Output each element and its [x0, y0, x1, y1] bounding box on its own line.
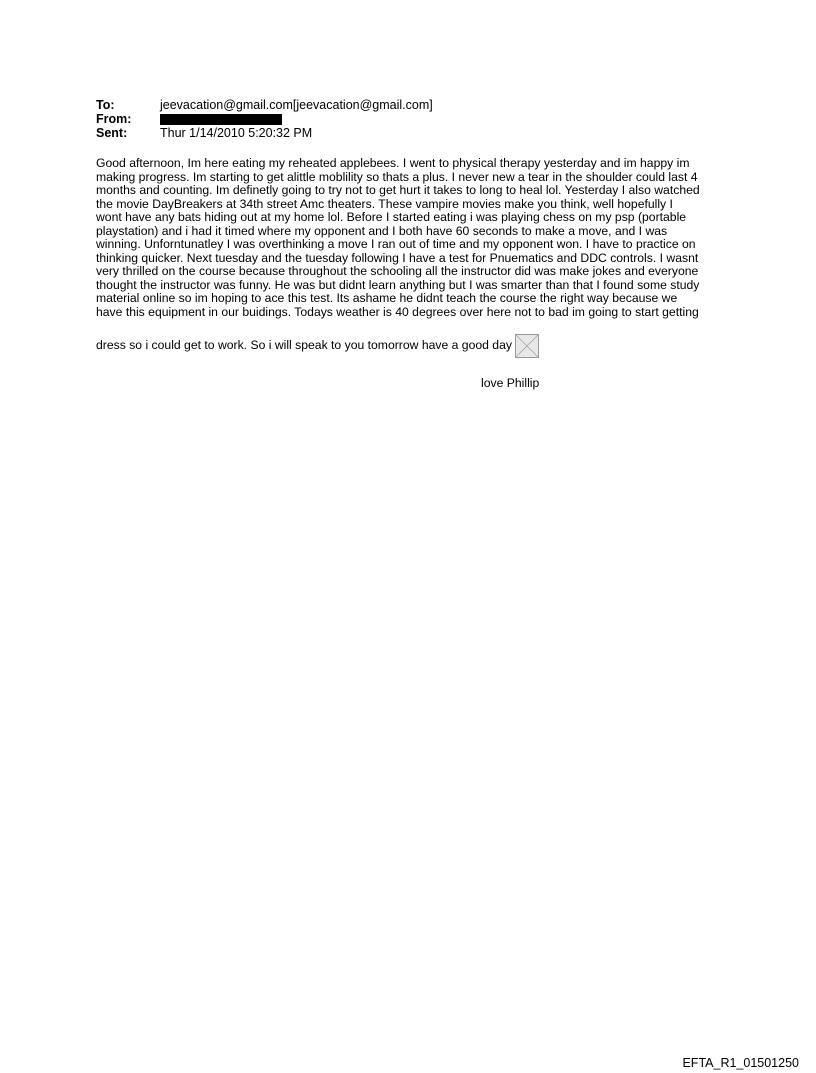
- from-row: [96, 112, 433, 126]
- sent-label: Sent:: [96, 126, 128, 140]
- body-line: have this equipment in our buidings. Todays weather is 40 degrees over here not to bad im going to start getting: [96, 304, 699, 319]
- body-line: thought the instructor was funny. He was but didnt learn anything but I was smarter than that I found some study: [96, 277, 700, 292]
- body-line: making progress. Im starting to get alittle moblility so thats a plus. I never new a tear in the shoulder could last 4: [96, 169, 698, 184]
- body-line: months and counting. Im definetly going to try not to get hurt it takes to long to heal lol. Yesterday I also watched: [96, 183, 700, 197]
- body-line: wont have any bats hiding out at my home lol. Before I started eating i was playing chess on my psp (portable: [96, 210, 687, 224]
- body-line: very thrilled on the course because throughout the schooling all the instructor did was make jokes and everyone: [96, 264, 699, 278]
- sent-value: Thur 1/14/2010 5:20:32 PM: [160, 126, 313, 140]
- sent-row: [96, 126, 433, 140]
- body-line: playstation) and i had it timed where my opponent and I both have 60 seconds to make a move, and I was: [96, 223, 668, 238]
- body-line: Good afternoon, Im here eating my reheated applebees. I went to physical therapy yesterday and im happy im: [96, 156, 690, 170]
- body-line: winning. Unforntunatley I was overthinking a move I ran out of time and my opponent won. I have to practice on: [96, 237, 696, 251]
- body-line: thinking quicker. Next tuesday and the tuesday following I have a test for Pnuematics and DDC controls. I wasnt: [96, 250, 699, 265]
- body-line: the movie DayBreakers at 34th street Amc theaters. These vampire movies make you think, well hopefully I: [96, 196, 673, 211]
- email-signature: love Phillip: [481, 376, 540, 390]
- closing-text: dress so i could get to work. So i will speak to you tomorrow have a good day: [96, 338, 512, 352]
- from-label: From:: [96, 112, 132, 126]
- email-closing-line: [96, 332, 539, 358]
- to-row: [96, 98, 433, 112]
- broken-image-icon: [515, 334, 539, 358]
- body-line: material online so im hoping to ace this test. Its ashame he didnt teach the course the right way because we: [96, 291, 678, 305]
- to-value: jeevacation@gmail.com[jeevacation@gmail.com]: [160, 98, 433, 112]
- redacted-sender: [160, 114, 282, 125]
- document-id: EFTA_R1_01501250: [682, 1056, 799, 1070]
- to-label: To:: [96, 98, 115, 112]
- email-body: [96, 157, 728, 319]
- email-header: [96, 98, 433, 140]
